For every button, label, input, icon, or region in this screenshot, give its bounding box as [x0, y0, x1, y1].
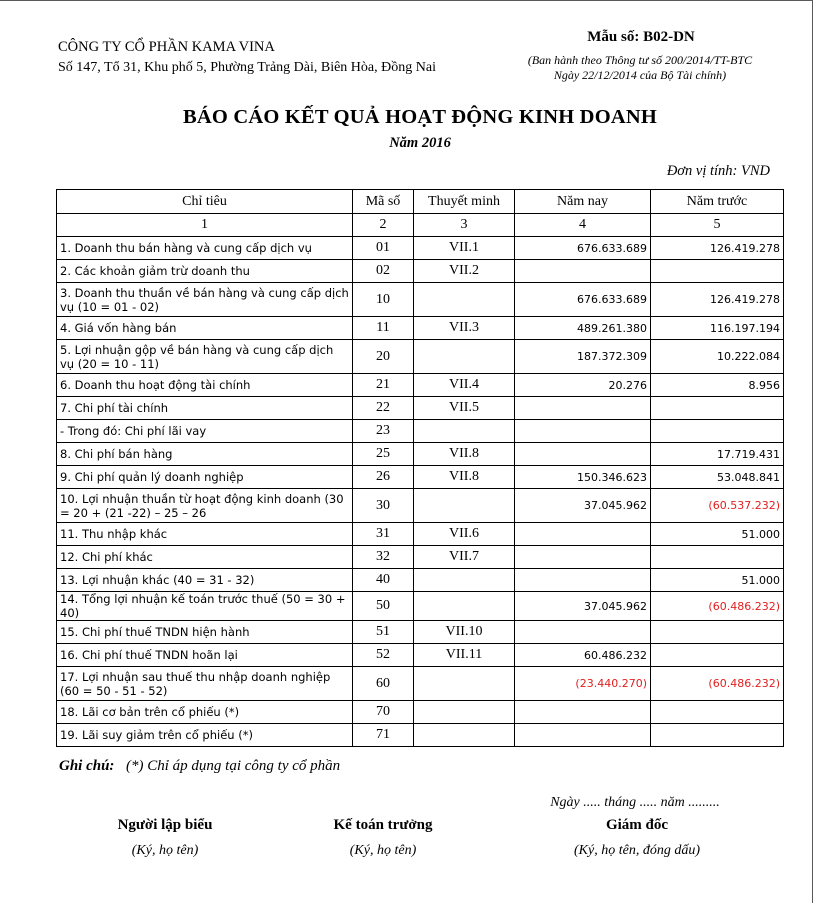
row-current-year: (23.440.270)	[515, 667, 651, 701]
row-note: VII.2	[414, 260, 515, 283]
row-label: 16. Chi phí thuế TNDN hoãn lại	[57, 644, 353, 667]
row-prior-year: 17.719.431	[651, 443, 784, 466]
row-current-year: 20.276	[515, 374, 651, 397]
row-code: 51	[353, 621, 414, 644]
row-label: 19. Lãi suy giảm trên cổ phiếu (*)	[57, 724, 353, 747]
row-code: 31	[353, 523, 414, 546]
row-code: 02	[353, 260, 414, 283]
row-prior-year: (60.486.232)	[651, 592, 784, 621]
currency-unit: Đơn vị tính: VND	[666, 163, 770, 179]
row-note	[414, 283, 515, 317]
row-current-year	[515, 397, 651, 420]
table-row	[57, 317, 784, 340]
row-current-year: 676.633.689	[515, 283, 651, 317]
row-note	[414, 592, 515, 621]
row-code: 50	[353, 592, 414, 621]
row-code: 25	[353, 443, 414, 466]
row-note: VII.8	[414, 443, 515, 466]
row-prior-year	[651, 701, 784, 724]
row-note: VII.3	[414, 317, 515, 340]
preparer-sign-hint: (Ký, họ tên)	[131, 843, 199, 858]
column-number: 1	[57, 214, 353, 237]
director-title: Giám đốc	[605, 817, 669, 833]
table-row	[57, 420, 784, 443]
row-prior-year	[651, 621, 784, 644]
row-label: 13. Lợi nhuận khác (40 = 31 - 32)	[57, 569, 353, 592]
row-code: 26	[353, 466, 414, 489]
table-row	[57, 621, 784, 644]
row-label: 8. Chi phí bán hàng	[57, 443, 353, 466]
row-note: VII.11	[414, 644, 515, 667]
row-note	[414, 701, 515, 724]
note-text: (*) Chỉ áp dụng tại công ty cổ phần	[126, 758, 341, 774]
row-current-year: 150.346.623	[515, 466, 651, 489]
table-row	[57, 701, 784, 724]
row-current-year: 676.633.689	[515, 237, 651, 260]
table-row	[57, 374, 784, 397]
row-label: 12. Chi phí khác	[57, 546, 353, 569]
row-prior-year: 116.197.194	[651, 317, 784, 340]
report-title: BÁO CÁO KẾT QUẢ HOẠT ĐỘNG KINH DOANH	[182, 106, 657, 128]
row-note	[414, 667, 515, 701]
row-code: 11	[353, 317, 414, 340]
row-note: VII.4	[414, 374, 515, 397]
row-label: 18. Lãi cơ bản trên cổ phiếu (*)	[57, 701, 353, 724]
row-prior-year: 51.000	[651, 523, 784, 546]
table-row	[57, 644, 784, 667]
row-note: VII.7	[414, 546, 515, 569]
table-row	[57, 489, 784, 523]
table-row	[57, 667, 784, 701]
row-note	[414, 340, 515, 374]
row-prior-year	[651, 260, 784, 283]
table-row	[57, 260, 784, 283]
company-address: Số 147, Tổ 31, Khu phố 5, Phường Trảng Dài, Biên Hòa, Đồng Nai	[58, 60, 436, 75]
signature-date-line: Ngày ..... tháng ..... năm .........	[550, 795, 720, 810]
row-prior-year: (60.537.232)	[651, 489, 784, 523]
column-number: 4	[515, 214, 651, 237]
table-body	[57, 237, 784, 747]
row-prior-year	[651, 397, 784, 420]
header-prior-year: Năm trước	[651, 190, 784, 214]
row-code: 52	[353, 644, 414, 667]
row-code: 23	[353, 420, 414, 443]
header-code: Mã số	[353, 190, 414, 214]
row-code: 21	[353, 374, 414, 397]
table-row	[57, 237, 784, 260]
table-row	[57, 592, 784, 621]
row-current-year	[515, 724, 651, 747]
row-code: 10	[353, 283, 414, 317]
row-prior-year: 126.419.278	[651, 283, 784, 317]
table-row	[57, 443, 784, 466]
row-note: VII.6	[414, 523, 515, 546]
report-year: Năm 2016	[389, 135, 451, 151]
issued-circular: (Ban hành theo Thông tư số 200/2014/TT-BTC	[527, 53, 753, 67]
table-row	[57, 340, 784, 374]
header-current-year: Năm nay	[515, 190, 651, 214]
header-indicator: Chỉ tiêu	[57, 190, 353, 214]
column-number: 3	[414, 214, 515, 237]
chief-accountant-sign-hint: (Ký, họ tên)	[349, 843, 417, 858]
row-label: 11. Thu nhập khác	[57, 523, 353, 546]
row-code: 40	[353, 569, 414, 592]
row-label: 5. Lợi nhuận gộp về bán hàng và cung cấp dịch vụ (20 = 10 - 11)	[57, 340, 353, 374]
row-current-year	[515, 420, 651, 443]
row-label: 7. Chi phí tài chính	[57, 397, 353, 420]
row-label: 15. Chi phí thuế TNDN hiện hành	[57, 621, 353, 644]
row-current-year	[515, 443, 651, 466]
chief-accountant-title: Kế toán trưởng	[333, 817, 433, 833]
row-prior-year: 53.048.841	[651, 466, 784, 489]
row-current-year	[515, 523, 651, 546]
row-code: 20	[353, 340, 414, 374]
row-code: 32	[353, 546, 414, 569]
row-note	[414, 724, 515, 747]
row-current-year: 60.486.232	[515, 644, 651, 667]
table-row	[57, 397, 784, 420]
table-row	[57, 569, 784, 592]
row-current-year	[515, 260, 651, 283]
top-border-line	[0, 0, 813, 1]
row-label: 2. Các khoản giảm trừ doanh thu	[57, 260, 353, 283]
row-prior-year: 51.000	[651, 569, 784, 592]
table-row	[57, 546, 784, 569]
row-prior-year	[651, 644, 784, 667]
row-label: 4. Giá vốn hàng bán	[57, 317, 353, 340]
row-label: 17. Lợi nhuận sau thuế thu nhập doanh nghiệp (60 = 50 - 51 - 52)	[57, 667, 353, 701]
row-current-year: 37.045.962	[515, 592, 651, 621]
row-current-year	[515, 701, 651, 724]
row-prior-year	[651, 420, 784, 443]
note-label: Ghi chú:	[59, 758, 115, 774]
table-row	[57, 523, 784, 546]
row-label: - Trong đó: Chi phí lãi vay	[57, 420, 353, 443]
row-note: VII.5	[414, 397, 515, 420]
issued-date: Ngày 22/12/2014 của Bộ Tài chính)	[553, 68, 727, 82]
row-code: 71	[353, 724, 414, 747]
row-code: 60	[353, 667, 414, 701]
row-label: 9. Chi phí quản lý doanh nghiệp	[57, 466, 353, 489]
row-current-year	[515, 621, 651, 644]
row-prior-year	[651, 724, 784, 747]
row-note	[414, 420, 515, 443]
row-code: 22	[353, 397, 414, 420]
row-prior-year: 126.419.278	[651, 237, 784, 260]
preparer-title: Người lập biểu	[117, 817, 213, 833]
row-label: 1. Doanh thu bán hàng và cung cấp dịch vụ	[57, 237, 353, 260]
row-code: 70	[353, 701, 414, 724]
row-label: 10. Lợi nhuận thuần từ hoạt động kinh doanh (30 = 20 + (21 -22) – 25 – 26	[57, 489, 353, 523]
table-row	[57, 283, 784, 317]
row-current-year	[515, 569, 651, 592]
row-note: VII.10	[414, 621, 515, 644]
form-number: Mẫu số: B02-DN	[587, 29, 695, 45]
row-note: VII.1	[414, 237, 515, 260]
table-row	[57, 724, 784, 747]
row-prior-year: 10.222.084	[651, 340, 784, 374]
row-note	[414, 569, 515, 592]
row-label: 6. Doanh thu hoạt động tài chính	[57, 374, 353, 397]
row-note: VII.8	[414, 466, 515, 489]
row-prior-year	[651, 546, 784, 569]
row-prior-year: 8.956	[651, 374, 784, 397]
row-note	[414, 489, 515, 523]
row-current-year	[515, 546, 651, 569]
row-current-year: 37.045.962	[515, 489, 651, 523]
header-note: Thuyết minh	[414, 190, 515, 214]
income-statement-table	[56, 189, 784, 747]
table-row	[57, 466, 784, 489]
row-code: 01	[353, 237, 414, 260]
row-current-year: 489.261.380	[515, 317, 651, 340]
row-code: 30	[353, 489, 414, 523]
director-sign-hint: (Ký, họ tên, đóng dấu)	[574, 843, 700, 858]
column-number: 5	[651, 214, 784, 237]
row-prior-year: (60.486.232)	[651, 667, 784, 701]
row-label: 3. Doanh thu thuần về bán hàng và cung cấp dịch vụ (10 = 01 - 02)	[57, 283, 353, 317]
row-label: 14. Tổng lợi nhuận kế toán trước thuế (50 = 30 + 40)	[57, 592, 353, 621]
column-number: 2	[353, 214, 414, 237]
row-current-year: 187.372.309	[515, 340, 651, 374]
company-name: CÔNG TY CỔ PHẦN KAMA VINA	[58, 39, 275, 55]
